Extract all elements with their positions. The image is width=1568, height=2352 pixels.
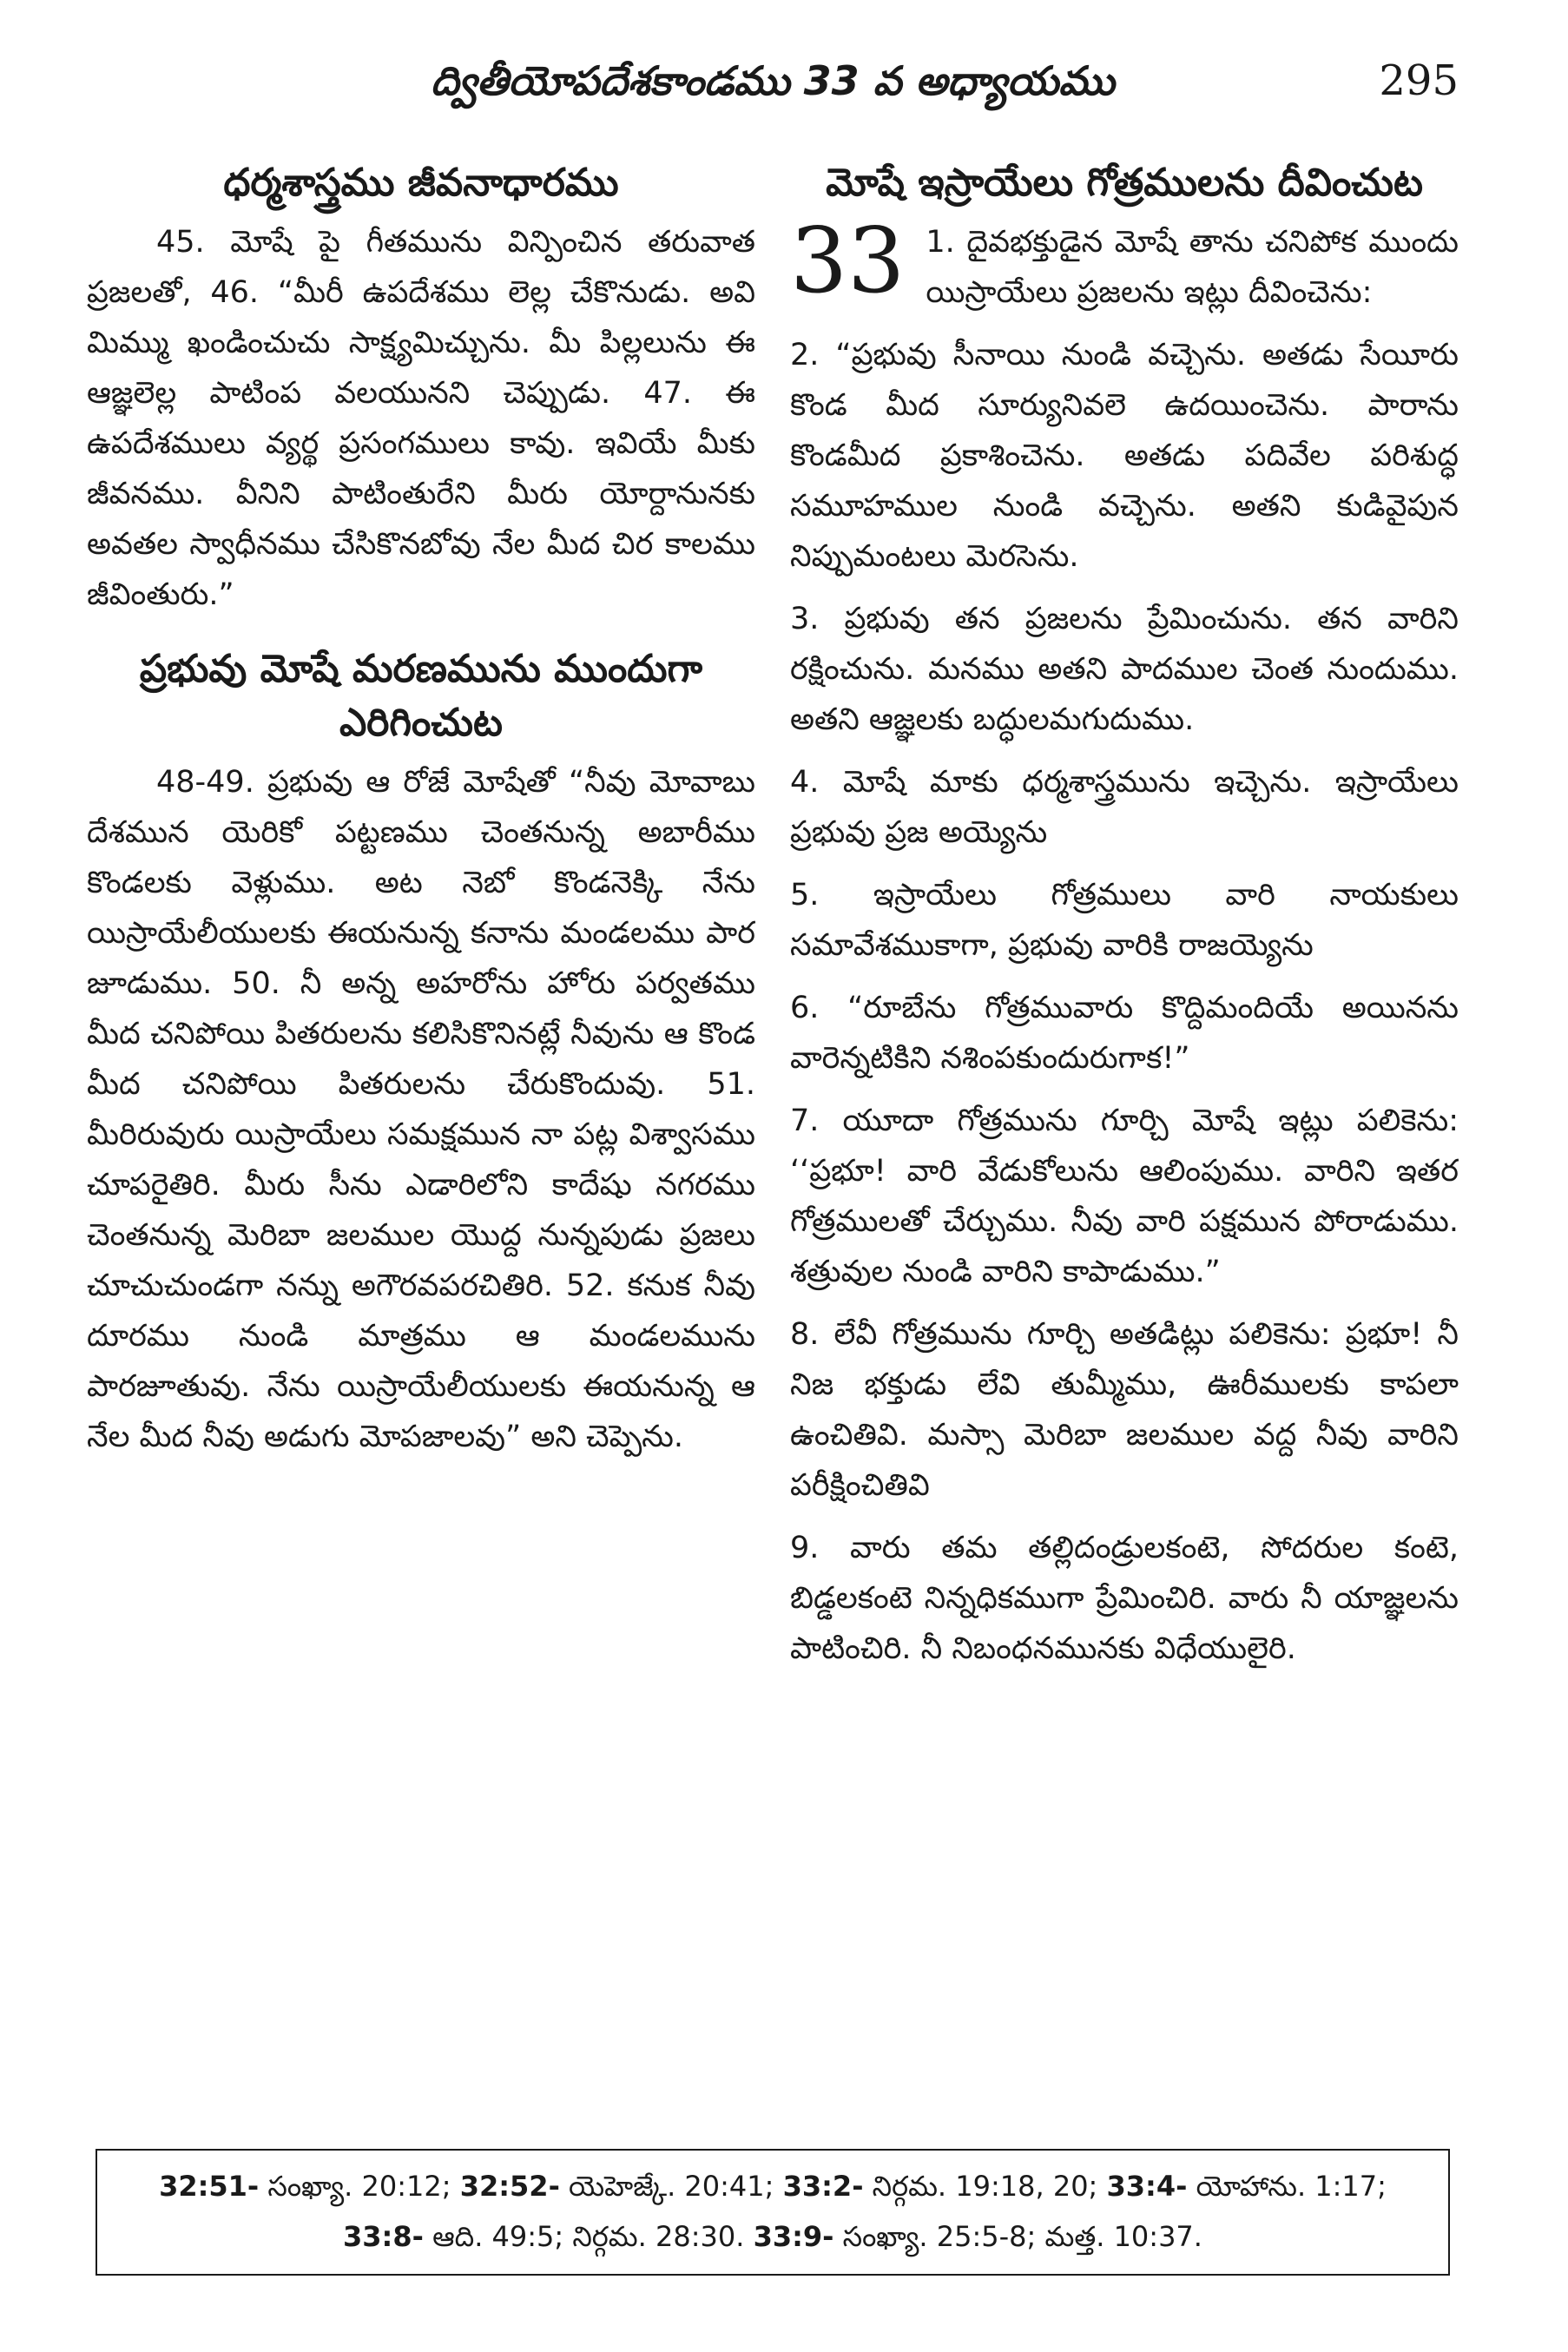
cross-reference-text: యోహాను. 1:17; bbox=[1187, 2170, 1387, 2203]
cross-reference-key: 33:9- bbox=[753, 2220, 834, 2253]
right-column bbox=[790, 156, 1459, 1686]
cross-reference-key: 32:51- bbox=[159, 2170, 260, 2203]
section-heading: ధర్మశాస్త్రము జీవనాధారము bbox=[223, 161, 619, 205]
section-block bbox=[87, 642, 755, 1462]
cross-reference-box bbox=[96, 2149, 1450, 2276]
running-title: ద్వితీయోపదేశకాండము 33 వ అధ్యాయము bbox=[431, 57, 1115, 104]
cross-reference-text: సంఖ్యా. 25:5-8; మత్త. 10:37. bbox=[833, 2220, 1202, 2253]
verse-paragraph: 4. మోషే మాకు ధర్మశాస్త్రమును ఇచ్చెను. ఇస్రాయేలు ప్రభువు ప్రజ అయ్యెను bbox=[790, 765, 1459, 850]
verse-paragraph: 9. వారు తమ తల్లిదండ్రులకంటె, సోదరుల కంటె, బిడ్డలకంటె నిన్నధికముగా ప్రేమించిరి. వారు నీ యాజ్ఞలను పాటించిరి. నీ నిబంధనమునకు విధేయులైరి. bbox=[790, 1531, 1459, 1666]
cross-reference-key: 33:2- bbox=[782, 2170, 864, 2203]
verse-paragraph: 48-49. ప్రభువు ఆ రోజే మోషేతో “నీవు మోవాబు దేశమున యెరికో పట్టణము చెంతనున్న అబారీము కొండలకు వెళ్లుము. అట నెబో కొండనెక్కి నేను యిస్రాయేలీయులకు ఈయనున్న కనాను మండలము పార జూడుము. 50. నీ అన్న అహరోను హోరు పర్వతము మీద చనిపోయి పితరులను కలిసికొనినట్లే నీవును ఆ కొండ మీద చనిపోయి పితరులను చేరుకొందువు. 51. మీరిరువురు యిస్రాయేలు సమక్షమున నా పట్ల విశ్వాసము చూపరైతిరి. మీరు సీను ఎడారిలోని కాదేషు నగరము చెంతనున్న మెరిబా జలముల యొద్ద నున్నపుడు ప్రజలు చూచుచుండగా నన్ను అగౌరవపరచితిరి. 52. కనుక నీవు దూరము నుండి మాత్రము ఆ మండలమును పారజూతువు. నేను యిస్రాయేలీయులకు ఈయనున్న ఆ నేల మీద నీవు అడుగు మోపజాలవు” అని చెప్పెను. bbox=[87, 765, 755, 1454]
section-block bbox=[87, 156, 755, 620]
chapter-number: 33 bbox=[790, 208, 906, 313]
verse-paragraph: 45. మోషే పై గీతమును విన్పించిన తరువాత ప్రజలతో, 46. “మీరీ ఉపదేశము లెల్ల చేకొనుడు. అవి మిమ్ము ఖండించుచు సాక్ష్యమిచ్చును. మీ పిల్లలును ఈ ఆజ్ఞలెల్ల పాటింప వలయునని చెప్పుడు. 47. ఈ ఉపదేశములు వ్యర్థ ప్రసంగములు కావు. ఇవియే మీకు జీవనము. వీనిని పాటింతురేని మీరు యోర్దానునకు అవతల స్వాధీనము చేసికొనబోవు నేల మీద చిర కాలము జీవింతురు.” bbox=[87, 225, 755, 612]
cross-reference-key: 32:52- bbox=[459, 2170, 560, 2203]
cross-reference-key: 33:4- bbox=[1106, 2170, 1188, 2203]
section-heading: మోషే ఇస్రాయేలు గోత్రములను దీవించుట bbox=[826, 161, 1423, 205]
page-number: 295 bbox=[1379, 56, 1459, 105]
verse-paragraph: 8. లేవీ గోత్రమును గూర్చి అతడిట్లు పలికెను: ప్రభూ! నీ నిజ భక్తుడు లేవి తుమ్మీము, ఊరీములకు కాపలా ఉంచితివి. మస్సా మెరిబా జలముల వద్ద నీవు వారిని పరీక్షించితివి bbox=[790, 1317, 1459, 1503]
verse-paragraph: 2. “ప్రభువు సీనాయి నుండి వచ్చెను. అతడు సేయీరు కొండ మీద సూర్యునివలె ఉదయించెను. పారాను కొండమీద ప్రకాశించెను. అతడు పదివేల పరిశుద్ధ సమూహముల నుండి వచ్చెను. అతని కుడివైపున నిప్పుమంటలు మెరసెను. bbox=[790, 338, 1459, 574]
cross-reference-text: ఆది. 49:5; నిర్గమ. 28:30. bbox=[423, 2220, 754, 2253]
cross-reference-key: 33:8- bbox=[343, 2220, 424, 2253]
cross-reference-text: సంఖ్యా. 20:12; bbox=[259, 2170, 460, 2203]
verse-paragraph: 7. యూదా గోత్రమును గూర్చి మోషే ఇట్లు పలికెను: ‘‘ప్రభూ! వారి వేడుకోలును ఆలింపుము. వారిని ఇతర గోత్రములతో చేర్చుము. నీవు వారి పక్షమున పోరాడుము. శత్రువుల నుండి వారిని కాపాడుము.” bbox=[790, 1104, 1459, 1289]
verse-paragraph: 6. “రూబేను గోత్రమువారు కొద్దిమందియే అయినను వారెన్నటికిని నశింపకుందురుగాక!” bbox=[790, 991, 1459, 1076]
chapter-opening bbox=[790, 208, 1459, 318]
cross-reference-text: నిర్గమ. 19:18, 20; bbox=[863, 2170, 1107, 2203]
verse-paragraph: 3. ప్రభువు తన ప్రజలను ప్రేమించును. తన వారిని రక్షించును. మనము అతని పాదముల చెంత నుందుము. అతని ఆజ్ఞలకు బద్ధులమగుదుము. bbox=[790, 602, 1459, 737]
cross-reference-text: యెహెజ్కే. 20:41; bbox=[559, 2170, 783, 2203]
verse-paragraph: 5. ఇస్రాయేలు గోత్రములు వారి నాయకులు సమావేశముకాగా, ప్రభువు వారికి రాజయ్యెను bbox=[790, 878, 1459, 963]
section-heading: ప్రభువు మోషే మరణమును ముందుగా ఎరిగించుట bbox=[139, 647, 703, 745]
left-column bbox=[87, 156, 755, 1474]
page-header bbox=[87, 42, 1459, 120]
verse-paragraph: 1. దైవభక్తుడైన మోషే తాను చనిపోక ముందు యిస్రాయేలు ప్రజలను ఇట్లు దీవించెను: bbox=[926, 225, 1459, 310]
